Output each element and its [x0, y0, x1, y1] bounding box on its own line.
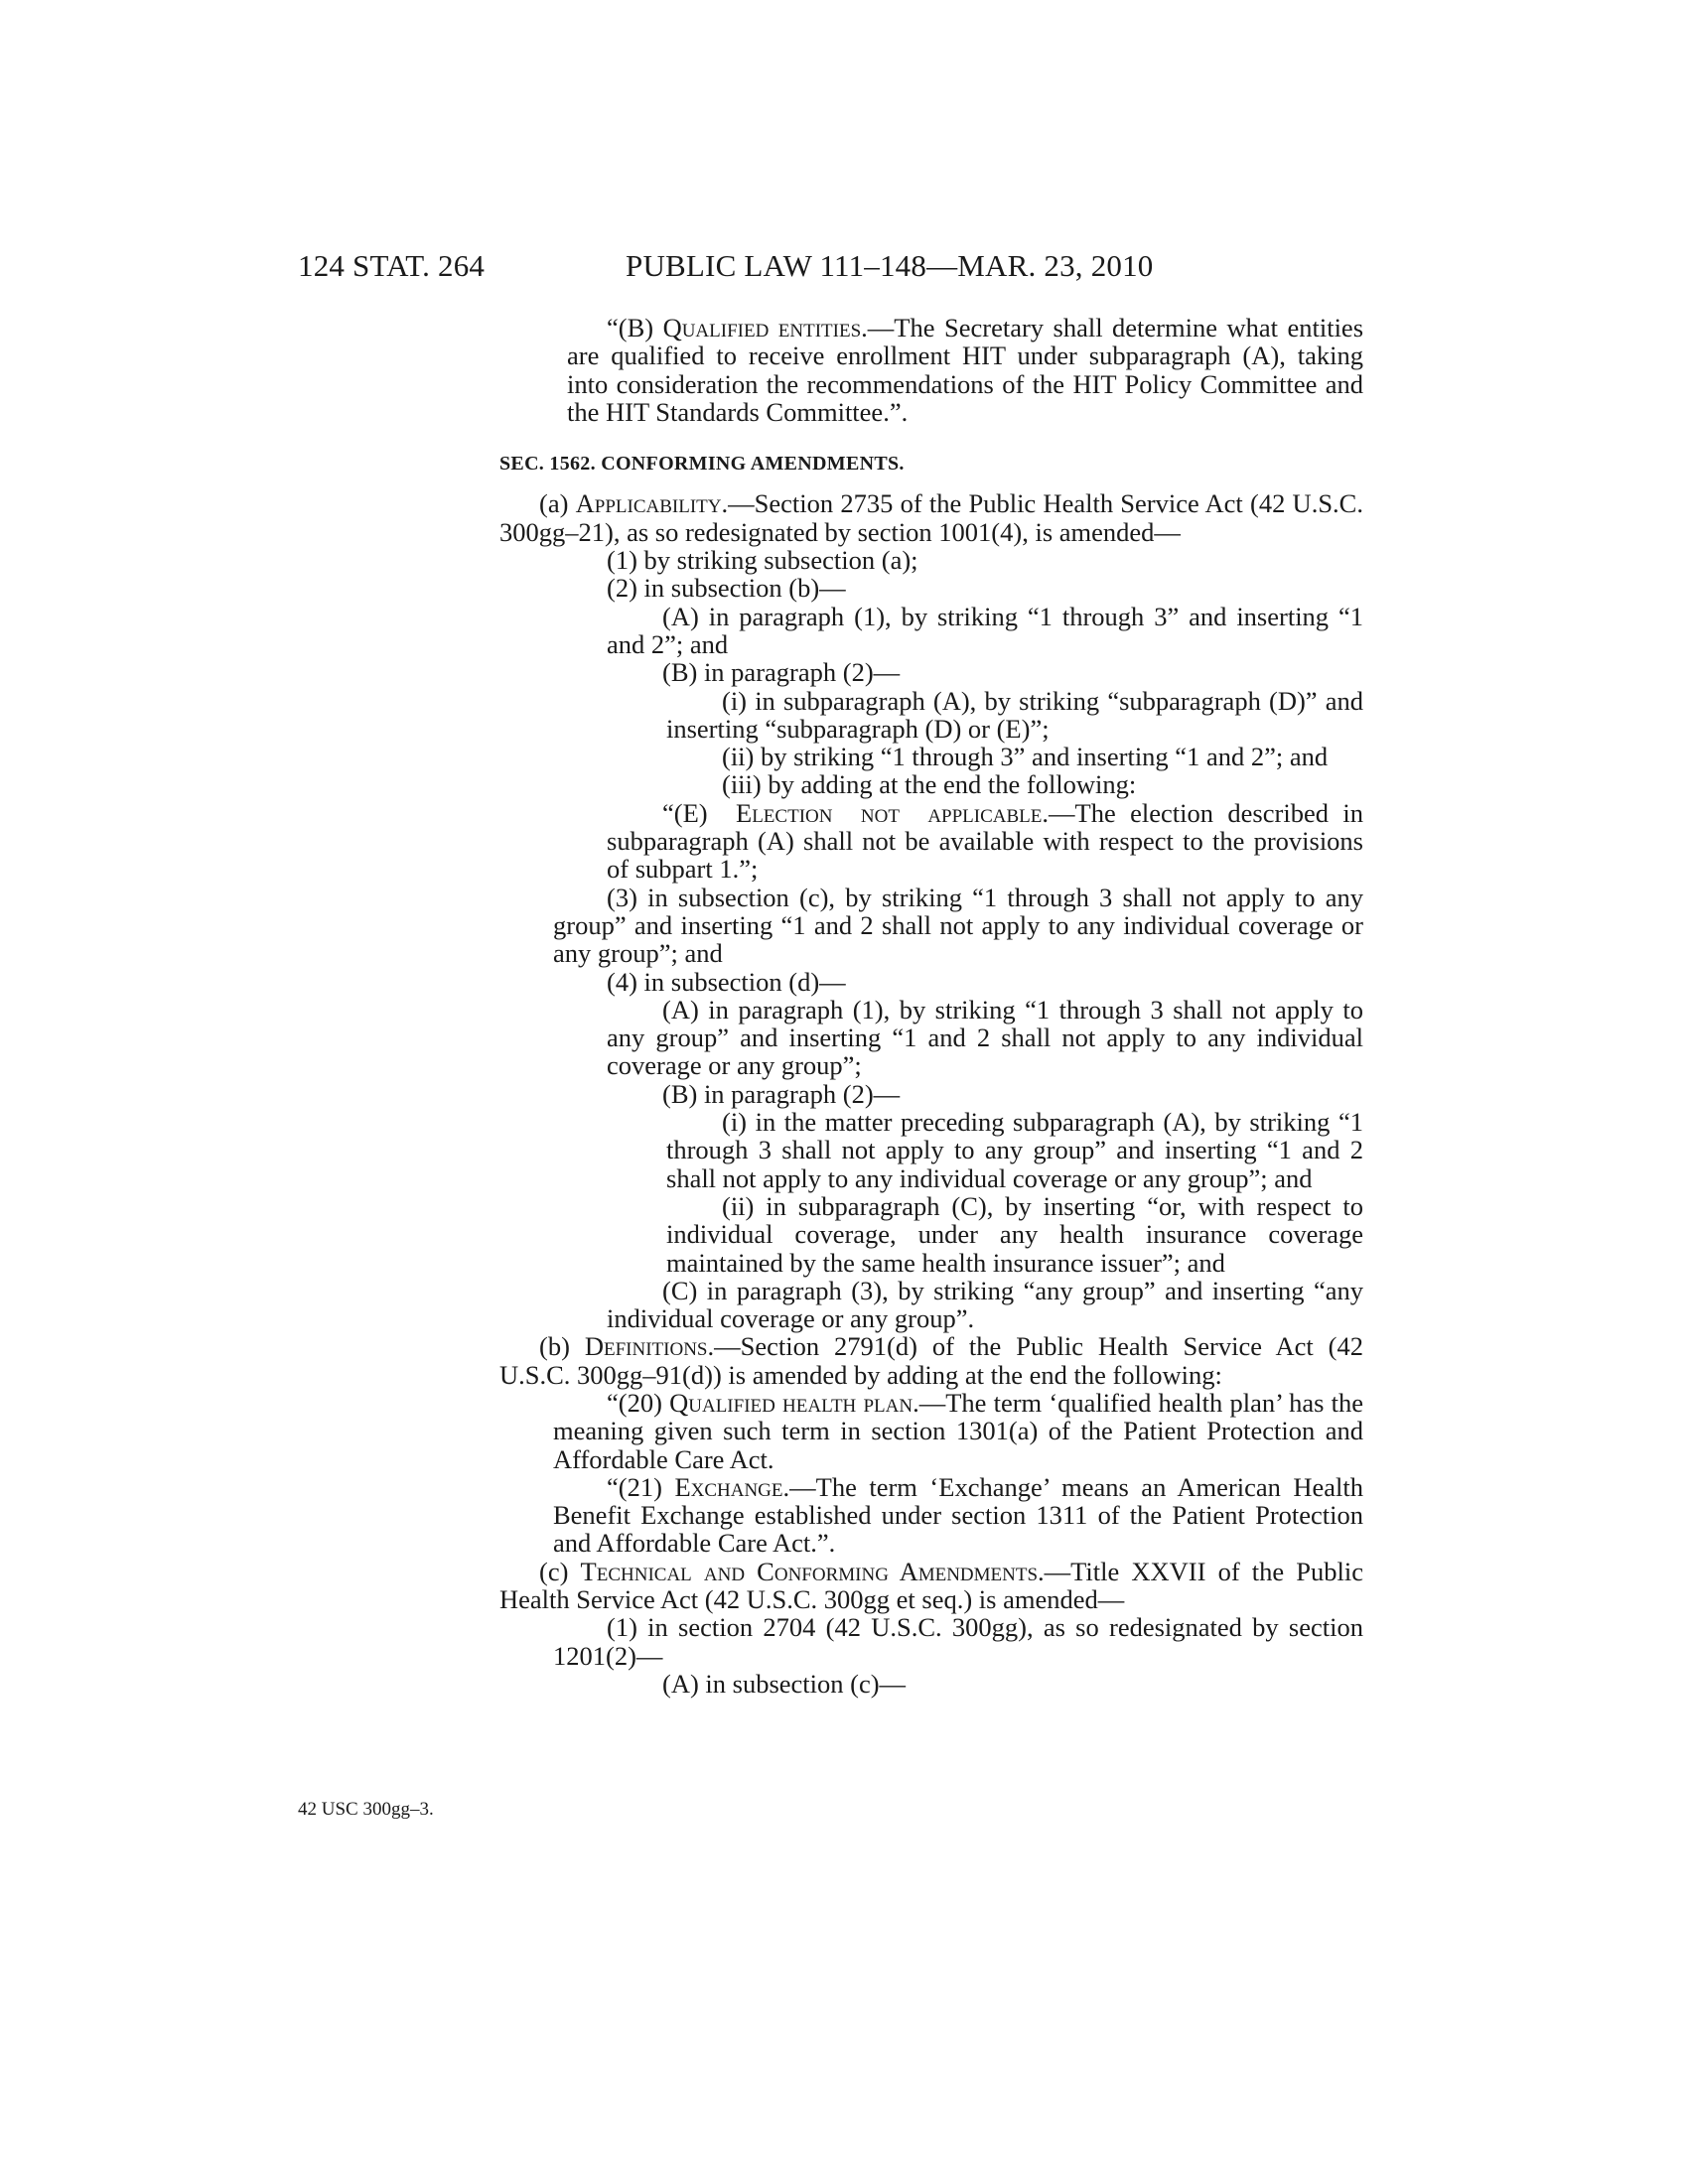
definition-20: “(20) Qualified health plan.—The term ‘qualified health plan’ has the meaning given such term in section 1301(a) of the Patient Protection and Affordable Care Act.: [553, 1387, 1364, 1474]
item-a2A: (A) in paragraph (1), by striking “1 through 3” and inserting “1 and 2”; and: [607, 601, 1363, 659]
item-c1: (1) in section 2704 (42 U.S.C. 300gg), as so redesignated by section 1201(2)—: [553, 1612, 1363, 1671]
item-a4Bi: (i) in the matter preceding subparagraph (A), by striking “1 through 3 shall not apply to any group” and inserting “1 and 2 shall not apply to any individual coverage or any group”; and: [666, 1107, 1363, 1193]
item-c1A: (A) in subsection (c)—: [662, 1668, 907, 1699]
item-a2Biii: (iii) by adding at the end the following:: [722, 769, 1137, 800]
paragraph-qualified-entities: “(B) Qualified entities.—The Secretary shall determine what entities are qualified to receive enrollment HIT under subparagraph (A), taking into consideration the recommendations of the HIT Policy Committee and the HIT Standards Committee.”.: [567, 313, 1364, 427]
item-a2Bii: (ii) by striking “1 through 3” and inserting “1 and 2”; and: [722, 742, 1329, 772]
paragraph-applicability: (a) Applicability.—Section 2735 of the Public Health Service Act (42 U.S.C. 300gg–21), as so redesignated by section 1001(4), is amended—: [499, 488, 1363, 547]
item-a4B: (B) in paragraph (2)—: [662, 1078, 901, 1109]
section-heading: SEC. 1562. CONFORMING AMENDMENTS.: [499, 453, 905, 476]
statute-page-reference: 124 STAT. 264: [298, 248, 486, 283]
item-a3: (3) in subsection (c), by striking “1 through 3 shall not apply to any group” and inserting “1 and 2 shall not apply to any individual coverage or any group”; and: [553, 882, 1363, 969]
heading-qualified-health-plan: Qualified health plan: [669, 1387, 914, 1418]
heading-qualified-entities: Qualified entities: [662, 313, 862, 342]
item-a1: (1) by striking subsection (a);: [607, 545, 918, 576]
item-a2B: (B) in paragraph (2)—: [662, 657, 901, 688]
heading-election-not-applicable: Election not applicable: [736, 797, 1043, 828]
margin-note-usc: 42 USC 300gg–3.: [298, 1799, 434, 1820]
item-a4Bii: (ii) in subparagraph (C), by inserting “or, with respect to individual coverage, under any health insurance coverage maintained by the same health insurance issuer”; and: [666, 1190, 1363, 1278]
document-body: [499, 314, 1363, 1698]
quoted-election-not-applicable: “(E) Election not applicable.—The election described in subparagraph (A) shall not be available with respect to the provisions of subpart 1.”;: [607, 797, 1363, 885]
running-header-title: PUBLIC LAW 111–148—MAR. 23, 2010: [626, 248, 1154, 283]
heading-applicability: Applicability: [575, 488, 722, 519]
heading-technical-amendments: Technical and Conforming Amendments: [580, 1556, 1039, 1586]
item-a2: (2) in subsection (b)—: [607, 573, 846, 604]
item-a4C: (C) in paragraph (3), by striking “any group” and inserting “any individual coverage or any group”.: [607, 1275, 1363, 1334]
item-a2Bi: (i) in subparagraph (A), by striking “subparagraph (D)” and inserting “subparagraph (D) or (E)”;: [666, 685, 1363, 744]
heading-definitions: Definitions: [584, 1331, 708, 1362]
item-a4A: (A) in paragraph (1), by striking “1 through 3 shall not apply to any group” and inserting “1 and 2 shall not apply to any individual coverage or any group”;: [607, 994, 1363, 1081]
paragraph-definitions: (b) Definitions.—Section 2791(d) of the Public Health Service Act (42 U.S.C. 300gg–91(d)) is amended by adding at the end the following:: [499, 1331, 1363, 1390]
item-a4: (4) in subsection (d)—: [607, 966, 846, 997]
definition-21: “(21) Exchange.—The term ‘Exchange’ means an American Health Benefit Exchange established under section 1311 of the Patient Protection and Affordable Care Act.”.: [553, 1471, 1363, 1559]
heading-exchange: Exchange: [674, 1471, 783, 1502]
paragraph-technical-amendments: (c) Technical and Conforming Amendments.—Title XXVII of the Public Health Service Act (42 U.S.C. 300gg et seq.) is amended—: [499, 1556, 1363, 1615]
